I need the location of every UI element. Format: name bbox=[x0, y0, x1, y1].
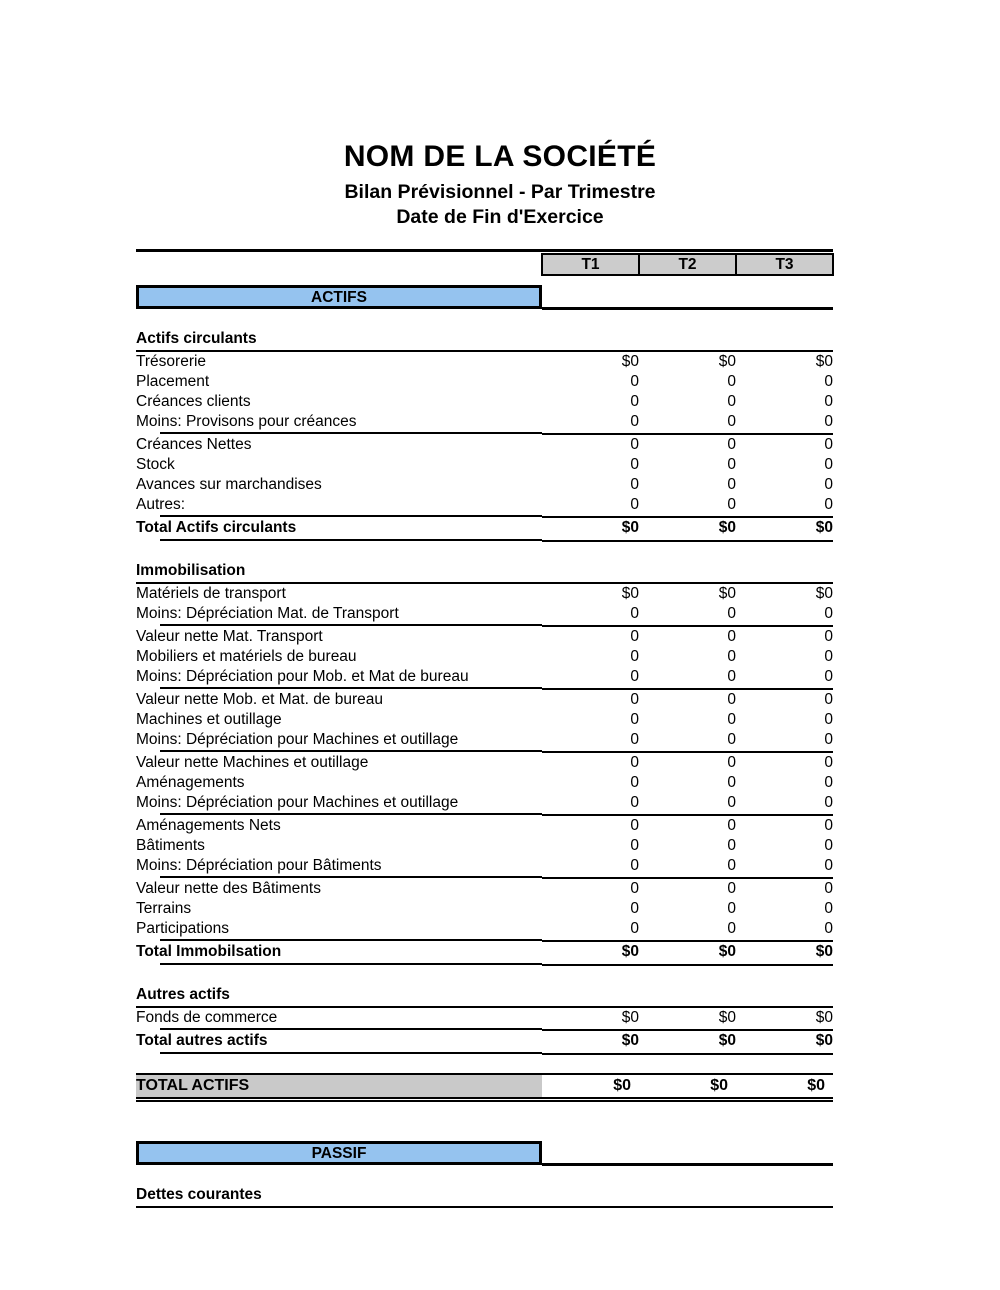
row-value-t2: 0 bbox=[727, 495, 736, 513]
row-value-t3: 0 bbox=[824, 690, 833, 708]
section-heading-immobilisation bbox=[136, 561, 833, 581]
row-value-t3: 0 bbox=[824, 836, 833, 854]
row-value-t3: 0 bbox=[824, 710, 833, 728]
row-label: Aménagements bbox=[136, 773, 245, 791]
table-row bbox=[136, 434, 833, 455]
grand-total-gap-2 bbox=[136, 1121, 833, 1141]
section-total-row bbox=[136, 517, 833, 538]
quarter-header-t1: T1 bbox=[542, 254, 639, 275]
row-label: Moins: Dépréciation pour Machines et outillage bbox=[136, 793, 459, 811]
row-label: Bâtiments bbox=[136, 836, 205, 854]
row-label: Machines et outillage bbox=[136, 710, 282, 728]
table-row bbox=[136, 392, 833, 412]
row-value-t3: 0 bbox=[824, 392, 833, 410]
section-gap-autres-actifs bbox=[136, 1054, 833, 1074]
section-total-value-t3: $0 bbox=[815, 518, 833, 536]
section-total-value-t1: $0 bbox=[621, 942, 639, 960]
row-label: Valeur nette Machines et outillage bbox=[136, 753, 369, 771]
row-value-t1: 0 bbox=[630, 753, 639, 771]
row-value-t3: 0 bbox=[824, 412, 833, 430]
row-value-t1: 0 bbox=[630, 710, 639, 728]
table-row bbox=[136, 815, 833, 836]
row-label: Valeur nette des Bâtiments bbox=[136, 879, 321, 897]
row-value-t2: 0 bbox=[727, 753, 736, 771]
row-value-t2: 0 bbox=[727, 455, 736, 473]
row-value-t3: 0 bbox=[824, 856, 833, 874]
section-total-row bbox=[136, 1030, 833, 1051]
row-value-t2: 0 bbox=[727, 899, 736, 917]
row-value-t3: 0 bbox=[824, 435, 833, 453]
row-value-t1: 0 bbox=[630, 879, 639, 897]
row-value-t2: 0 bbox=[727, 710, 736, 728]
row-value-t2: 0 bbox=[727, 773, 736, 791]
table-row bbox=[136, 752, 833, 773]
row-value-t1: 0 bbox=[630, 690, 639, 708]
row-value-t1: 0 bbox=[630, 435, 639, 453]
row-value-t1: 0 bbox=[630, 475, 639, 493]
table-row bbox=[136, 626, 833, 647]
grand-total-value-t2: $0 bbox=[639, 1074, 736, 1098]
quarter-header-row bbox=[136, 254, 833, 275]
table-row bbox=[136, 919, 833, 939]
row-value-t2: 0 bbox=[727, 667, 736, 685]
liabilities-banner: PASSIF bbox=[136, 1141, 542, 1165]
section-heading-label: Dettes courantes bbox=[136, 1185, 262, 1203]
row-value-t2: 0 bbox=[727, 730, 736, 748]
row-label: Terrains bbox=[136, 899, 192, 917]
row-value-t2: 0 bbox=[727, 475, 736, 493]
row-value-t1: 0 bbox=[630, 816, 639, 834]
table-row bbox=[136, 455, 833, 475]
quarter-header-t2: T2 bbox=[639, 254, 736, 275]
row-value-t2: 0 bbox=[727, 435, 736, 453]
grand-total-label: TOTAL ACTIFS bbox=[136, 1074, 542, 1098]
row-value-t3: 0 bbox=[824, 730, 833, 748]
table-row bbox=[136, 730, 833, 750]
table-row bbox=[136, 878, 833, 899]
section-heading-rule-dettes-courantes bbox=[136, 1205, 833, 1207]
grand-total-row bbox=[136, 1074, 833, 1098]
row-value-t2: 0 bbox=[727, 856, 736, 874]
row-value-t3: $0 bbox=[815, 352, 833, 370]
section-total-value-t2: $0 bbox=[718, 518, 736, 536]
liabilities-banner-gap bbox=[136, 1165, 833, 1185]
company-name: NOM DE LA SOCIÉTÉ bbox=[343, 140, 657, 173]
table-row bbox=[136, 773, 833, 793]
section-total-value-t1: $0 bbox=[621, 518, 639, 536]
row-label: Moins: Dépréciation pour Machines et outillage bbox=[136, 730, 459, 748]
row-label: Avances sur marchandises bbox=[136, 475, 322, 493]
liabilities-banner-row bbox=[136, 1141, 833, 1165]
table-row bbox=[136, 372, 833, 392]
table-row bbox=[136, 710, 833, 730]
document-subtitle: Bilan Prévisionnel - Par Trimestre bbox=[344, 180, 656, 203]
row-label: Créances Nettes bbox=[136, 435, 252, 453]
grand-total-value-t3: $0 bbox=[736, 1074, 833, 1098]
section-heading-actifs-circulants bbox=[136, 329, 833, 349]
section-total-value-t1: $0 bbox=[621, 1031, 639, 1049]
row-label: Matériels de transport bbox=[136, 584, 286, 602]
liabilities-banner-cell bbox=[136, 1141, 542, 1165]
table-row bbox=[136, 351, 833, 372]
quarter-header-spacer bbox=[136, 254, 542, 275]
row-value-t3: 0 bbox=[824, 372, 833, 390]
section-heading-label: Immobilisation bbox=[136, 561, 246, 579]
document-period: Date de Fin d'Exercice bbox=[396, 205, 604, 228]
section-total-value-t3: $0 bbox=[815, 942, 833, 960]
row-value-t3: 0 bbox=[824, 879, 833, 897]
row-value-t2: 0 bbox=[727, 879, 736, 897]
row-value-t1: 0 bbox=[630, 667, 639, 685]
table-row bbox=[136, 667, 833, 687]
table-row bbox=[136, 689, 833, 710]
row-label: Fonds de commerce bbox=[136, 1008, 278, 1026]
assets-banner-row bbox=[136, 285, 833, 309]
row-value-t1: 0 bbox=[630, 919, 639, 937]
assets-banner: ACTIFS bbox=[136, 285, 542, 309]
row-value-t1: 0 bbox=[630, 604, 639, 622]
row-label: Stock bbox=[136, 455, 175, 473]
table-row bbox=[136, 495, 833, 515]
row-value-t1: 0 bbox=[630, 647, 639, 665]
table-row bbox=[136, 412, 833, 432]
row-value-t3: 0 bbox=[824, 753, 833, 771]
row-value-t2: 0 bbox=[727, 412, 736, 430]
row-value-t2: 0 bbox=[727, 604, 736, 622]
row-value-t1: $0 bbox=[621, 1008, 639, 1026]
document-header bbox=[0, 0, 1000, 230]
row-label: Moins: Provisons pour créances bbox=[136, 412, 357, 430]
assets-banner-cell bbox=[136, 285, 542, 309]
row-label: Placement bbox=[136, 372, 210, 390]
assets-banner-gap bbox=[136, 309, 833, 329]
table-row bbox=[136, 475, 833, 495]
row-value-t3: 0 bbox=[824, 455, 833, 473]
row-label: Valeur nette Mat. Transport bbox=[136, 627, 323, 645]
row-value-t2: 0 bbox=[727, 816, 736, 834]
row-label: Mobiliers et matériels de bureau bbox=[136, 647, 357, 665]
quarter-header-t3: T3 bbox=[736, 254, 833, 275]
row-label: Moins: Dépréciation pour Bâtiments bbox=[136, 856, 382, 874]
section-total-value-t3: $0 bbox=[815, 1031, 833, 1049]
table-row bbox=[136, 836, 833, 856]
row-value-t1: $0 bbox=[621, 352, 639, 370]
row-value-t1: $0 bbox=[621, 584, 639, 602]
row-value-t3: 0 bbox=[824, 495, 833, 513]
row-value-t1: 0 bbox=[630, 372, 639, 390]
row-value-t3: $0 bbox=[815, 1008, 833, 1026]
row-value-t3: 0 bbox=[824, 919, 833, 937]
row-value-t1: 0 bbox=[630, 856, 639, 874]
row-label: Moins: Dépréciation Mat. de Transport bbox=[136, 604, 399, 622]
row-label: Moins: Dépréciation pour Mob. et Mat de bureau bbox=[136, 667, 469, 685]
row-value-t2: $0 bbox=[718, 352, 736, 370]
table-row bbox=[136, 856, 833, 876]
table-row bbox=[136, 1007, 833, 1028]
row-value-t3: 0 bbox=[824, 899, 833, 917]
table-row bbox=[136, 583, 833, 604]
row-value-t2: 0 bbox=[727, 836, 736, 854]
table-row bbox=[136, 899, 833, 919]
section-gap-actifs-circulants bbox=[136, 541, 833, 561]
section-total-label: Total Actifs circulants bbox=[136, 518, 297, 536]
row-value-t2: 0 bbox=[727, 690, 736, 708]
row-label: Participations bbox=[136, 919, 230, 937]
row-value-t2: $0 bbox=[718, 1008, 736, 1026]
section-heading-label: Actifs circulants bbox=[136, 329, 257, 347]
row-value-t1: 0 bbox=[630, 495, 639, 513]
section-total-value-t2: $0 bbox=[718, 1031, 736, 1049]
row-value-t1: 0 bbox=[630, 730, 639, 748]
row-value-t3: 0 bbox=[824, 773, 833, 791]
section-total-label: Total Immobilsation bbox=[136, 942, 282, 960]
section-total-label: Total autres actifs bbox=[136, 1031, 268, 1049]
row-value-t1: 0 bbox=[630, 627, 639, 645]
section-total-row bbox=[136, 941, 833, 962]
row-value-t1: 0 bbox=[630, 773, 639, 791]
row-value-t1: 0 bbox=[630, 836, 639, 854]
row-label: Valeur nette Mob. et Mat. de bureau bbox=[136, 690, 384, 708]
row-value-t3: 0 bbox=[824, 604, 833, 622]
row-value-t2: 0 bbox=[727, 793, 736, 811]
row-value-t1: 0 bbox=[630, 392, 639, 410]
row-value-t2: 0 bbox=[727, 647, 736, 665]
row-value-t2: $0 bbox=[718, 584, 736, 602]
table-row bbox=[136, 604, 833, 624]
section-total-value-t2: $0 bbox=[718, 942, 736, 960]
row-value-t1: 0 bbox=[630, 412, 639, 430]
balance-sheet-body bbox=[136, 251, 833, 1207]
row-value-t3: 0 bbox=[824, 647, 833, 665]
row-value-t2: 0 bbox=[727, 392, 736, 410]
row-value-t2: 0 bbox=[727, 627, 736, 645]
section-heading-autres-actifs bbox=[136, 985, 833, 1005]
row-label: Autres: bbox=[136, 495, 186, 513]
table-row bbox=[136, 793, 833, 813]
row-value-t3: 0 bbox=[824, 475, 833, 493]
row-value-t2: 0 bbox=[727, 372, 736, 390]
row-label: Créances clients bbox=[136, 392, 251, 410]
section-heading-label: Autres actifs bbox=[136, 985, 230, 1003]
section-heading-dettes-courantes bbox=[136, 1185, 833, 1205]
row-value-t1: 0 bbox=[630, 793, 639, 811]
header-gap bbox=[136, 275, 833, 285]
row-value-t3: 0 bbox=[824, 627, 833, 645]
row-value-t3: 0 bbox=[824, 667, 833, 685]
row-value-t1: 0 bbox=[630, 899, 639, 917]
row-label: Aménagements Nets bbox=[136, 816, 281, 834]
balance-sheet-table bbox=[136, 249, 834, 1208]
row-value-t3: 0 bbox=[824, 816, 833, 834]
row-value-t3: 0 bbox=[824, 793, 833, 811]
grand-total-value-t1: $0 bbox=[542, 1074, 639, 1098]
table-row bbox=[136, 647, 833, 667]
row-value-t2: 0 bbox=[727, 919, 736, 937]
row-label: Trésorerie bbox=[136, 352, 207, 370]
row-value-t3: $0 bbox=[815, 584, 833, 602]
section-gap-immobilisation bbox=[136, 965, 833, 985]
row-value-t1: 0 bbox=[630, 455, 639, 473]
grand-total-gap bbox=[136, 1101, 833, 1121]
